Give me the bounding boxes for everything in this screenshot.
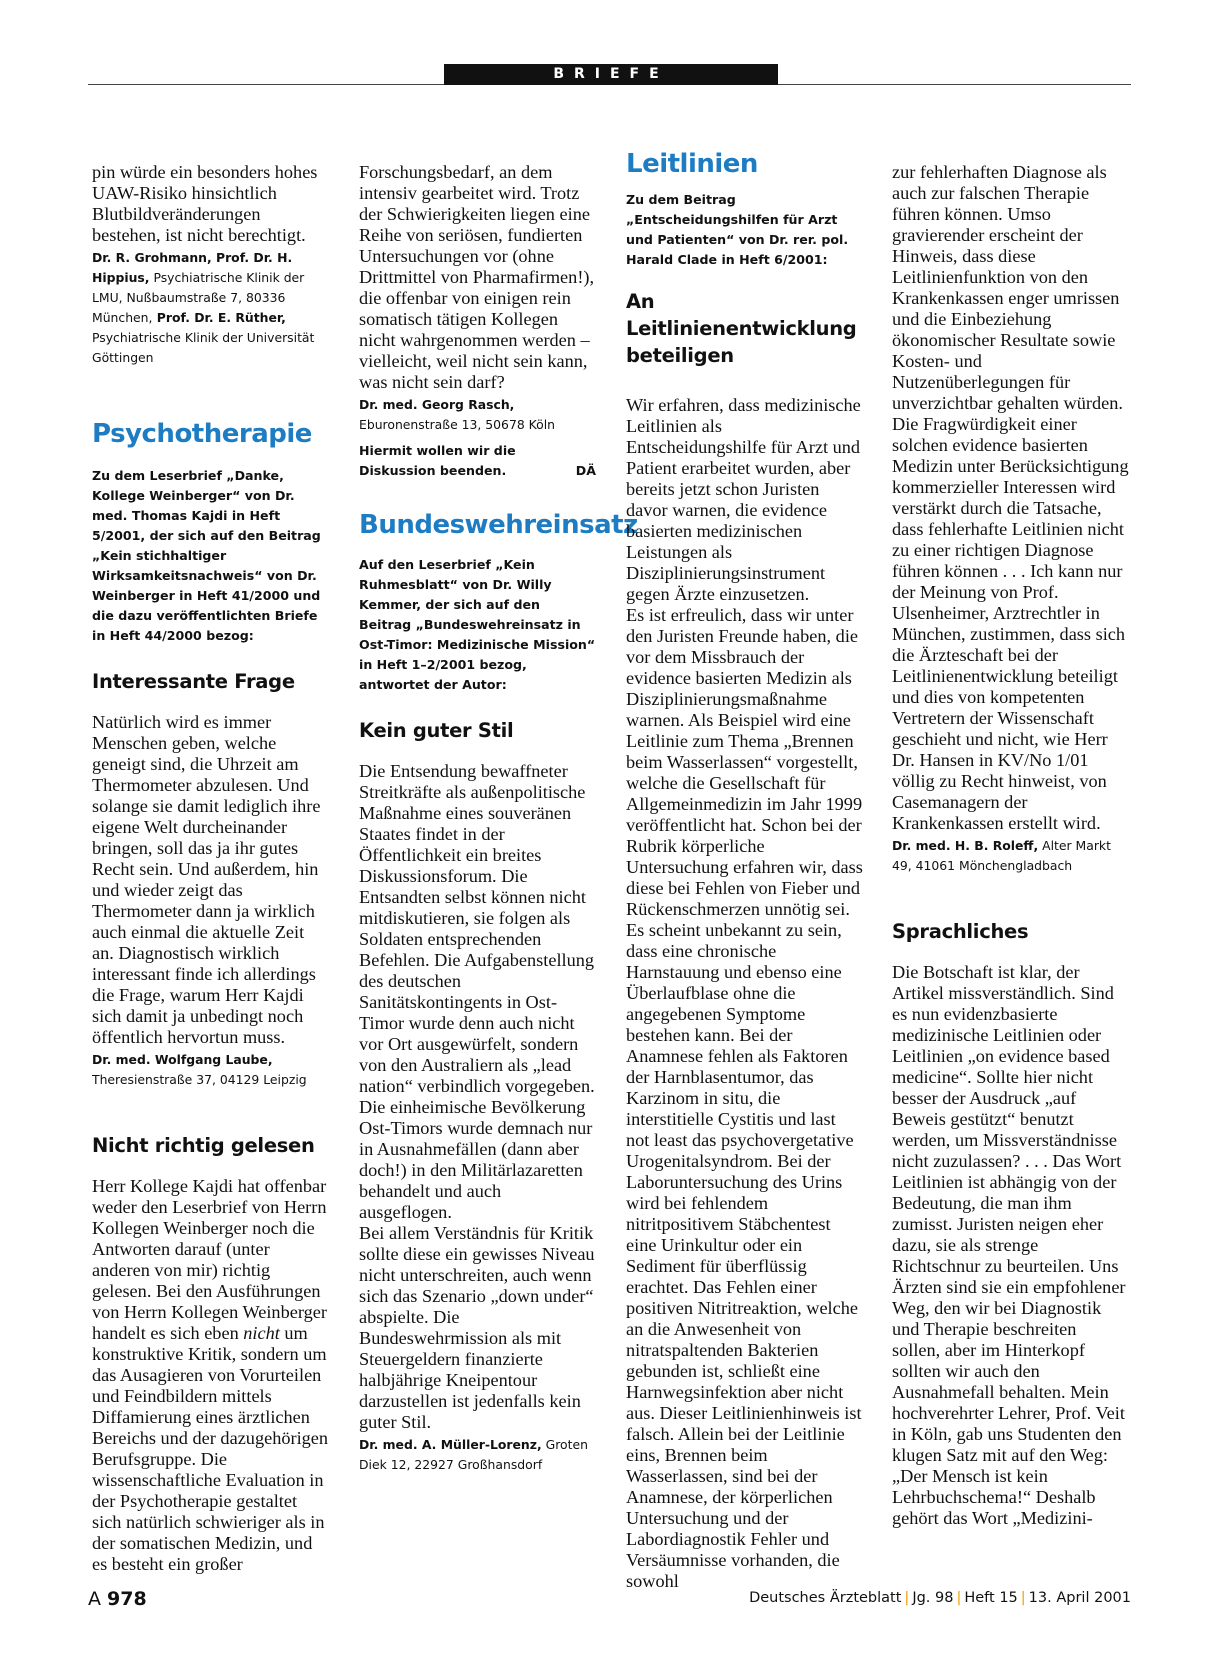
footer-separator: | (904, 1590, 910, 1606)
letter-signature (92, 1050, 329, 1090)
column-4 (892, 162, 1129, 1529)
section-intro: Auf den Leserbrief „Kein Ruhmesblatt“ von Dr. Willy Kemmer, der sich auf den Beitrag „Bundeswehreinsatz in Ost-Timor: Medizinische Mission“ in Heft 1–2/2001 bezog, antwortet der Autor: (359, 557, 596, 692)
note-signature: DÄ (575, 463, 596, 478)
article-text: Natürlich wird es immer Menschen geben, welche geneigt sind, die Uhrzeit am Thermometer abzulesen. Und solange sie damit lediglich ihre eigene Welt durcheinander bringen, soll das ja ihr gutes Recht sein. Und außerdem, hin und wieder zeigt das Thermometer dann ja wirklich auch einmal die aktuelle Zeit an. Diagnostisch wirklich interessant finde ich allerdings die Frage, warum Herr Kajdi sich damit ja unbedingt noch öffentlich hervortun muss. (92, 712, 321, 1047)
signature-address: Theresienstraße 37, 04129 Leipzig (92, 1072, 307, 1087)
signature-address: Psychiatrische Klinik der Universität Göttingen (92, 330, 315, 365)
signature-address: Alter Markt 49, 41061 Mönchengladbach (892, 838, 1111, 873)
page-number (88, 1588, 147, 1610)
letter-signature (359, 1435, 596, 1475)
section-title-psychotherapie: Psychotherapie (92, 419, 312, 449)
column-1 (92, 162, 329, 1575)
signature-name: Dr. med. Wolfgang Laube, (92, 1052, 273, 1067)
editorial-note (359, 441, 596, 481)
article-text: zur fehlerhaften Diagnose als auch zur falschen Therapie führen können. Umso gravierender erscheint der Hinweis, dass diese Leitlinienfunktion von den Krankenkassen enger umrissen und die Einbeziehung ökonomischer Resultate sowie Kosten- und Nutzenüberlegungen für unverzichtbar gehalten würden. Die Fragwürdigkeit einer solchen evidence basierten Medizin unter Berücksichtigung kommerzieller Interessen wird verstärkt durch die Tatsache, dass fehlerhafte Leitlinien nicht zu einer richtigen Diagnose führen können . . . Ich kann nur der Meinung von Prof. Ulsenheimer, Arztrechtler in München, zustimmen, dass sich die Ärzteschaft bei der Leitlinienentwicklung beteiligt und dies von kompetenten Vertretern der Wissenschaft geschieht und nicht, wie Herr Dr. Hansen in KV/No 1/01 völlig zu Recht hinweist, von Casemanagern der Krankenkassen erstellt wird. (892, 162, 1129, 833)
letter-headline: An Leitlinienentwicklung beteiligen (626, 290, 857, 367)
text-run: um konstruktive Kritik, sondern um das Ausagieren von Vorurteilen und Feindbildern mittels Diffamierung eines ärztlichen Bereichs und der dazugehörigen Berufsgruppe. Die wissenschaftliche Evaluation in der Psychotherapie gestaltet sich natürlich schwieriger als in der somatischen Medizin, und es besteht ein großer (92, 1323, 329, 1574)
section-title-bundeswehreinsatz: Bundeswehreinsatz (359, 510, 638, 540)
signature-name: Dr. R. Grohmann, Prof. Dr. H. Hippius, (92, 250, 293, 285)
signature-name: Dr. med. A. Müller-Lorenz, (359, 1437, 542, 1452)
text-run: Herr Kollege Kajdi hat offenbar weder den Leserbrief von Herrn Kollegen Weinberger noch die Antworten darauf (unter anderen von mir) richtig gelesen. Bei den Ausführungen von Herrn Kollegen Weinberger handelt es sich eben (92, 1176, 327, 1343)
article-text: Bei allem Verständnis für Kritik sollte diese ein gewisses Niveau nicht unterschreiten, auch wenn sich das Szenario „down under“ abspielte. Die Bundeswehrmission als mit Steuergeldern finanzierte halbjährige Kneipentour darzustellen ist jedenfalls kein guter Stil. (359, 1223, 595, 1432)
article-text: Die Botschaft ist klar, der Artikel missverständlich. Sind es nun evidenzbasierte medizinische Leitlinien oder Leitlinien „on evidence based medicine“. Sollte hier nicht besser der Ausdruck „auf Beweis gestützt“ benutzt werden, um Missverständnisse nicht zuzulassen? . . . Das Wort Leitlinien ist abhängig von der Bedeutung, die man ihm zumisst. Juristen neigen eher dazu, sie als strenge Richtschnur zu beurteilen. Uns Ärzten sind sie ein empfohlener Weg, den wir bei Diagnostik und Therapie beschreiten sollen, aber im Hinterkopf sollten wir auch den Ausnahmefall behalten. Mein hochverehrter Lehrer, Prof. Veit in Köln, gab uns Studenten den klugen Satz mit auf den Weg: „Der Mensch ist kein Lehrbuchschema!“ Deshalb gehört das Wort „Medizini- (892, 962, 1126, 1528)
letter-headline: Kein guter Stil (359, 719, 514, 742)
footer-separator: | (1020, 1590, 1026, 1606)
column-2 (359, 162, 638, 1475)
journal-issue: Heft 15 (964, 1590, 1018, 1606)
column-3 (626, 149, 863, 1592)
letter-signature (892, 836, 1129, 876)
article-text: Forschungsbedarf, an dem intensiv gearbeitet wird. Trotz der Schwierigkeiten liegen eine Reihe von seriösen, fundierten Untersuchungen vor (ohne Drittmittel von Pharmafirmen!), die offenbar von einigen rein somatisch tätigen Kollegen nicht wahrgenommen werden – vielleicht, weil nicht sein kann, was nicht sein darf? (359, 162, 595, 392)
article-text: Die Entsendung bewaffneter Streitkräfte als außenpolitische Maßnahme eines souveränen Staates findet in der Öffentlichkeit ein breites Diskussionsforum. Die Entsandten selbst können nicht mitdiskutieren, sie folgen als Soldaten entsprechenden Befehlen. Die Aufgabenstellung des deutschen Sanitätskontingents in Ost-Timor wurde denn auch nicht vor Ort ausgewürfelt, sondern von den Australiern als „lead nation“ verbindlich vorgegeben. Die einheimische Bevölkerung Ost-Timors wurde demnach nur in Ausnahmefällen (dann aber doch!) in den Militärlazaretten behandelt und auch ausgeflogen. (359, 761, 595, 1222)
signature-address: Groten Diek 12, 22927 Großhansdorf (359, 1437, 588, 1472)
journal-date: 13. April 2001 (1028, 1590, 1131, 1606)
article-text: Es ist erfreulich, dass wir unter den Juristen Freunde haben, die vor dem Missbrauch der evidence basierten Medizin als Disziplinierungsmaßnahme warnen. Als Beispiel wird eine Leitlinie zum Thema „Brennen beim Wasserlassen“ vorgestellt, welche die Gesellschaft für Allgemeinmedizin im Jahr 1999 veröffentlicht hat. Schon bei der Rubrik körperliche Untersuchung erfahren wir, dass diese bei Fehlen von Fieber und Rückenschmerzen unnötig sei. Es scheint unbekannt zu sein, dass eine chronische Harnstauung und ebenso eine Überlaufblase ohne die angegebenen Symptome bestehen kann. Bei der Anamnese fehlen als Faktoren der Harnblasentumor, das Karzinom in situ, die interstitielle Cystitis und last not least das psychovergetative Urogenitalsyndrom. Bei der Laboruntersuchung des Urins wird bei fehlendem nitritpositivem Stäbchentest eine Urinkultur oder ein Sediment für überflüssig erachtet. Das Fehlen einer positiven Nitritreaktion, welche an die Anwesenheit von nitratspaltenden Bakterien gebunden ist, schließt eine Harnwegsinfektion aber nicht aus. Dieser Leitlinienhinweis ist falsch. Allein bei der Leitlinie eins, Brennen beim Wasserlassen, sind bei der Anamnese, der körperlichen Untersuchung und der Labordiagnostik Fehler und Versäumnisse vorhanden, die sowohl (626, 605, 863, 1591)
letter-headline: Sprachliches (892, 920, 1029, 943)
signature-address: Eburonenstraße 13, 50678 Köln (359, 417, 556, 432)
journal-volume: Jg. 98 (912, 1590, 954, 1606)
letter-signature (92, 248, 329, 368)
signature-name: Dr. med. H. B. Roleff, (892, 838, 1039, 853)
section-title-leitlinien: Leitlinien (626, 149, 758, 179)
signature-name: Prof. Dr. E. Rüther, (152, 310, 286, 325)
article-text: Wir erfahren, dass medizinische Leitlinien als Entscheidungshilfe für Arzt und Patient erarbeitet wurden, aber bereits jetzt schon Juristen davor warnen, die evidence basierten medizinischen Leistungen als Disziplinierungsinstrument gegen Ärzte einzusetzen. (626, 395, 861, 604)
note-text: Hiermit wollen wir die Diskussion beenden. (359, 443, 516, 478)
article-text (92, 1176, 329, 1575)
journal-footer (749, 1590, 1131, 1606)
letter-headline: Interessante Frage (92, 670, 295, 693)
section-intro: Zu dem Beitrag „Entscheidungshilfen für Arzt und Patienten“ von Dr. rer. pol. Harald Clade in Heft 6/2001: (626, 192, 849, 267)
section-intro: Zu dem Leserbrief „Danke, Kollege Weinberger“ von Dr. med. Thomas Kajdi in Heft 5/2001, der sich auf den Beitrag „Kein stichhaltiger Wirksamkeitsnachweis“ von Dr. Weinberger in Heft 41/2000 und die dazu veröffentlichten Briefe in Heft 44/2000 bezog: (92, 468, 321, 643)
letter-headline: Nicht richtig gelesen (92, 1134, 315, 1157)
page-prefix: A (88, 1588, 101, 1610)
journal-name: Deutsches Ärzteblatt (749, 1590, 902, 1606)
signature-name: Dr. med. Georg Rasch, (359, 397, 515, 412)
letter-signature (359, 395, 596, 435)
section-rubric: BRIEFE (444, 64, 778, 85)
signature-address: Psychiatrische Klinik der LMU, Nußbaumstraße 7, 80336 München, (92, 270, 305, 325)
footer-separator: | (956, 1590, 962, 1606)
article-text: pin würde ein besonders hohes UAW-Risiko hinsichtlich Blutbildveränderungen bestehen, ist nicht berechtigt. (92, 162, 318, 245)
page-number-value: 978 (107, 1588, 147, 1610)
emphasis: nicht (243, 1323, 280, 1343)
